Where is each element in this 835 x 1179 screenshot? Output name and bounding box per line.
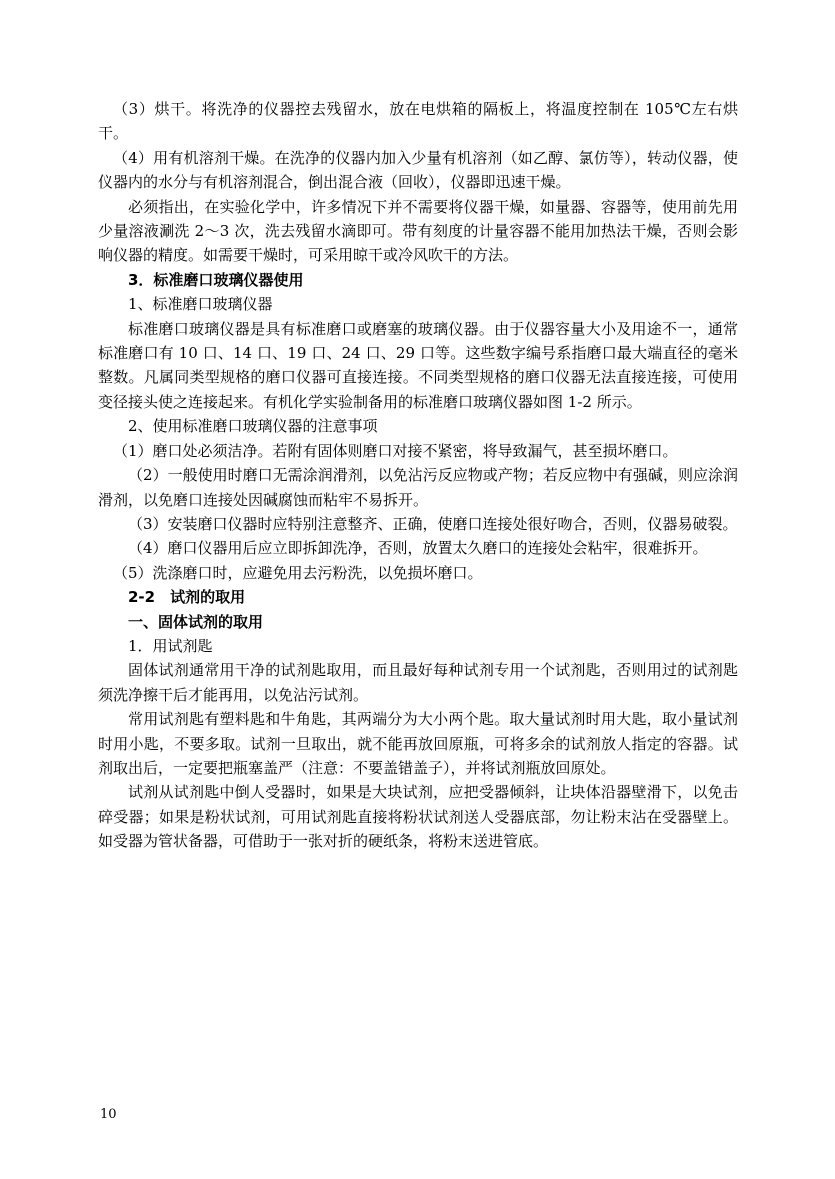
note-item-2: （2）一般使用时磨口无需涂润滑剂，以免沾污反应物或产物；若反应物中有强碱，则应涂润滑剂，以免磨口连接处因碱腐蚀而粘牢不易拆开。	[98, 466, 738, 509]
paragraph-pouring-reagent: 试剂从试剂匙中倒人受器时，如果是大块试剂，应把受器倾斜，让块体沿器壁滑下，以免击碎受器；如果是粉状试剂，可用试剂匙直接将粉状试剂送人受器底部，勿让粉末沾在受器壁上。如受器为管状备器，可借助于一张对折的硬纸条，将粉末送进管底。	[98, 783, 738, 851]
section-heading-solid-reagents: 一、固体试剂的取用	[128, 612, 264, 631]
note-item-1: （1）磨口处必须洁净。若附有固体则磨口对接不紧密，将导致漏气，甚至损坏磨口。	[113, 441, 678, 460]
paragraph-organic-solvent-drying: （4）用有机溶剂干燥。在洗净的仪器内加入少量有机溶剂（如乙醇、氯仿等），转动仪器，使仪器内的水分与有机溶剂混合，倒出混合液（回收），仪器即迅速干燥。	[98, 148, 738, 192]
section-heading-ground-glass: 3．标准磨口玻璃仪器使用	[128, 270, 304, 289]
paragraph-drying-note: 必须指出，在实验化学中，许多情况下并不需要将仪器干燥，如量器、容器等，使用前先用少量溶液涮洗 2～3 次，洗去残留水滴即可。带有刻度的计量容器不能用加热法干燥，否则会影响仪器的精度。如需要干燥时，可采用晾干或冷风吹干的方法。	[98, 197, 738, 265]
page-body	[98, 97, 738, 854]
paragraph-spoon-types: 常用试剂匙有塑料匙和牛角匙，其两端分为大小两个匙。取大量试剂时用大匙，取小量试剂时用小匙，不要多取。试剂一旦取出，就不能再放回原瓶，可将多余的试剂放人指定的容器。试剂取出后，一定要把瓶塞盖严（注意：不要盖错盖子），并将试剂瓶放回原处。	[98, 710, 738, 777]
paragraph-ground-glass-description: 标准磨口玻璃仪器是具有标准磨口或磨塞的玻璃仪器。由于仪器容量大小及用途不一，通常标准磨口有 10 口、14 口、19 口、24 口、29 口等。这些数字编号系指磨口最大端直径的毫米整数。凡属同类型规格的磨口仪器可直接连接。不同类型规格的磨口仪器无法直接连接，可使用变径接头使之连接起来。有机化学实验制备用的标准磨口玻璃仪器如图 1-2 所示。	[98, 319, 738, 411]
paragraph-spoon-usage: 固体试剂通常用干净的试剂匙取用，而且最好每种试剂专用一个试剂匙，否则用过的试剂匙须洗净擦干后才能再用，以免沾污试剂。	[98, 661, 738, 704]
subheading-ground-glass-ware: 1、标准磨口玻璃仪器	[128, 295, 273, 314]
paragraph-drying-oven: （3）烘干。将洗净的仪器控去残留水，放在电烘箱的隔板上，将温度控制在 105℃左右烘干。	[98, 100, 738, 143]
section-heading-reagents: 2-2 试剂的取用	[128, 588, 246, 607]
page-number: 10	[100, 1107, 117, 1122]
subheading-usage-notes: 2、使用标准磨口玻璃仪器的注意事项	[128, 417, 378, 436]
subheading-reagent-spoon: 1．用试剂匙	[128, 636, 213, 655]
note-item-5: （5）洗涤磨口时，应避免用去污粉洗，以免损坏磨口。	[113, 563, 483, 582]
note-item-3: （3）安装磨口仪器时应特别注意整齐、正确，使磨口连接处很好吻合，否则，仪器易破裂。	[128, 514, 738, 533]
note-item-4: （4）磨口仪器用后应立即拆卸洗净，否则，放置太久磨口的连接处会粘牢，很难拆开。	[128, 539, 708, 558]
